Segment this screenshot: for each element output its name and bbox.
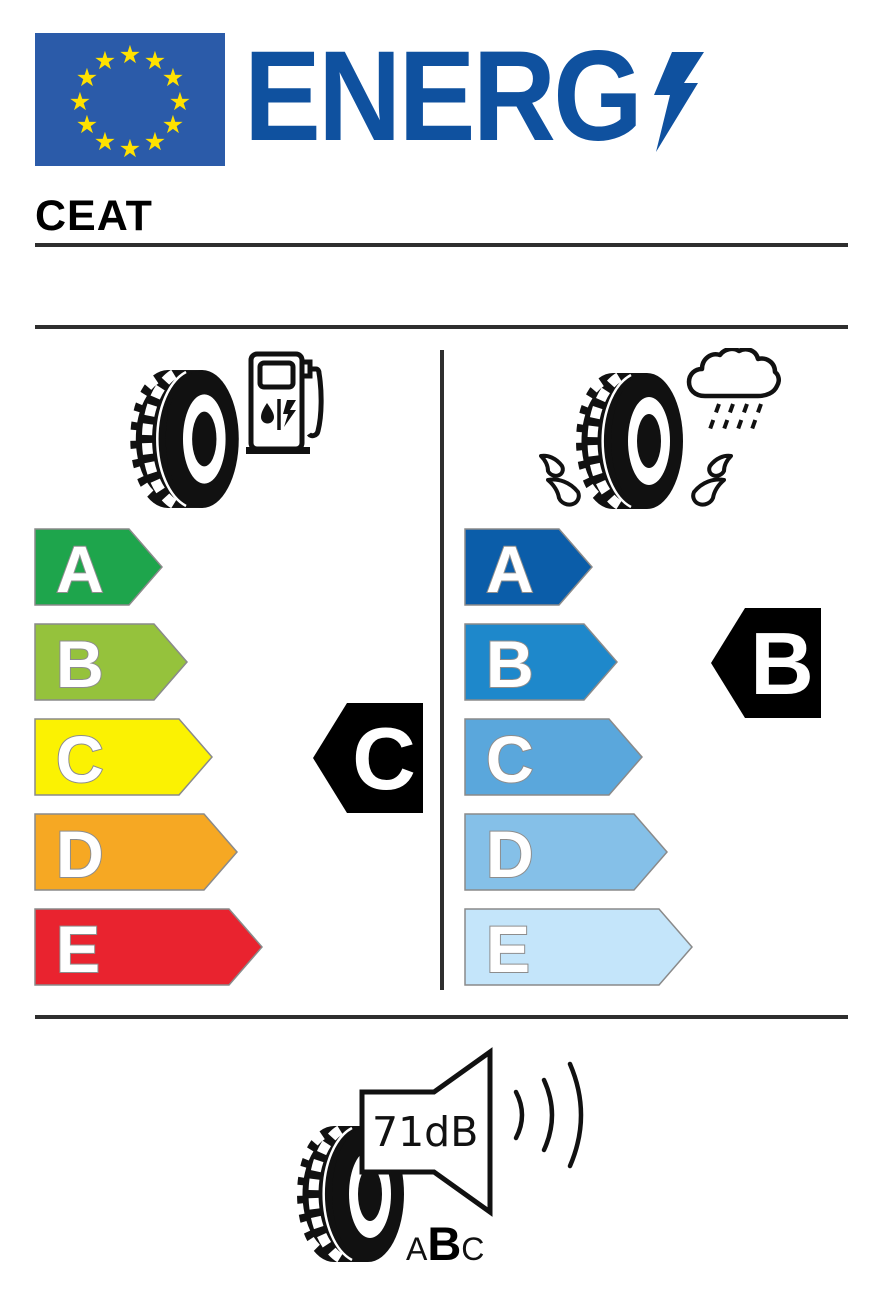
svg-text:★: ★	[68, 87, 92, 116]
column-divider-line	[440, 350, 444, 990]
noise-class-a: A	[406, 1231, 428, 1267]
class-letter: E	[56, 912, 101, 986]
svg-text:★: ★	[75, 110, 99, 139]
noise-class-b-selected: B	[427, 1217, 462, 1270]
svg-text:★: ★	[161, 110, 185, 139]
svg-text:★: ★	[168, 87, 192, 116]
wet-grip-rating-value: B	[750, 614, 814, 713]
lightning-bolt-icon	[648, 52, 710, 152]
eu-flag-icon	[35, 33, 225, 166]
fuel-efficiency-rating-arrow	[312, 701, 424, 815]
class-letter: D	[486, 817, 534, 891]
sound-waves-icon	[508, 1052, 596, 1182]
svg-text:★: ★	[118, 134, 142, 163]
divider-line-bottom	[35, 1015, 848, 1019]
svg-text:★: ★	[75, 63, 99, 92]
water-splash-right-icon	[682, 452, 734, 514]
class-letter: B	[56, 627, 104, 701]
divider-line-top	[35, 243, 848, 247]
noise-db-value: 71dB	[372, 1108, 479, 1156]
fuel-efficiency-rating-value: C	[352, 709, 416, 808]
wet-grip-scale	[464, 528, 718, 986]
class-letter: A	[56, 532, 104, 606]
tire-icon	[128, 368, 240, 510]
noise-class-scale	[406, 1216, 484, 1271]
wet-grip-rating-arrow	[710, 606, 822, 720]
class-letter: B	[486, 627, 534, 701]
class-letter: D	[56, 817, 104, 891]
rain-cloud-icon	[683, 348, 781, 440]
class-letter: C	[486, 722, 534, 796]
energ-logo-text: ENERG	[244, 25, 641, 168]
noise-class-c: C	[461, 1231, 485, 1267]
water-splash-left-icon	[538, 452, 590, 514]
class-letter: C	[56, 722, 104, 796]
svg-text:★: ★	[161, 63, 185, 92]
brand-name: CEAT	[35, 192, 153, 240]
divider-line-middle	[35, 325, 848, 329]
svg-text:★: ★	[143, 46, 167, 75]
svg-text:★: ★	[118, 40, 142, 69]
class-letter: E	[486, 912, 531, 986]
svg-text:★: ★	[143, 127, 167, 156]
svg-text:★: ★	[93, 46, 117, 75]
fuel-efficiency-scale	[34, 528, 288, 986]
class-letter: A	[486, 532, 534, 606]
fuel-pump-icon	[246, 350, 326, 456]
svg-text:★: ★	[93, 127, 117, 156]
